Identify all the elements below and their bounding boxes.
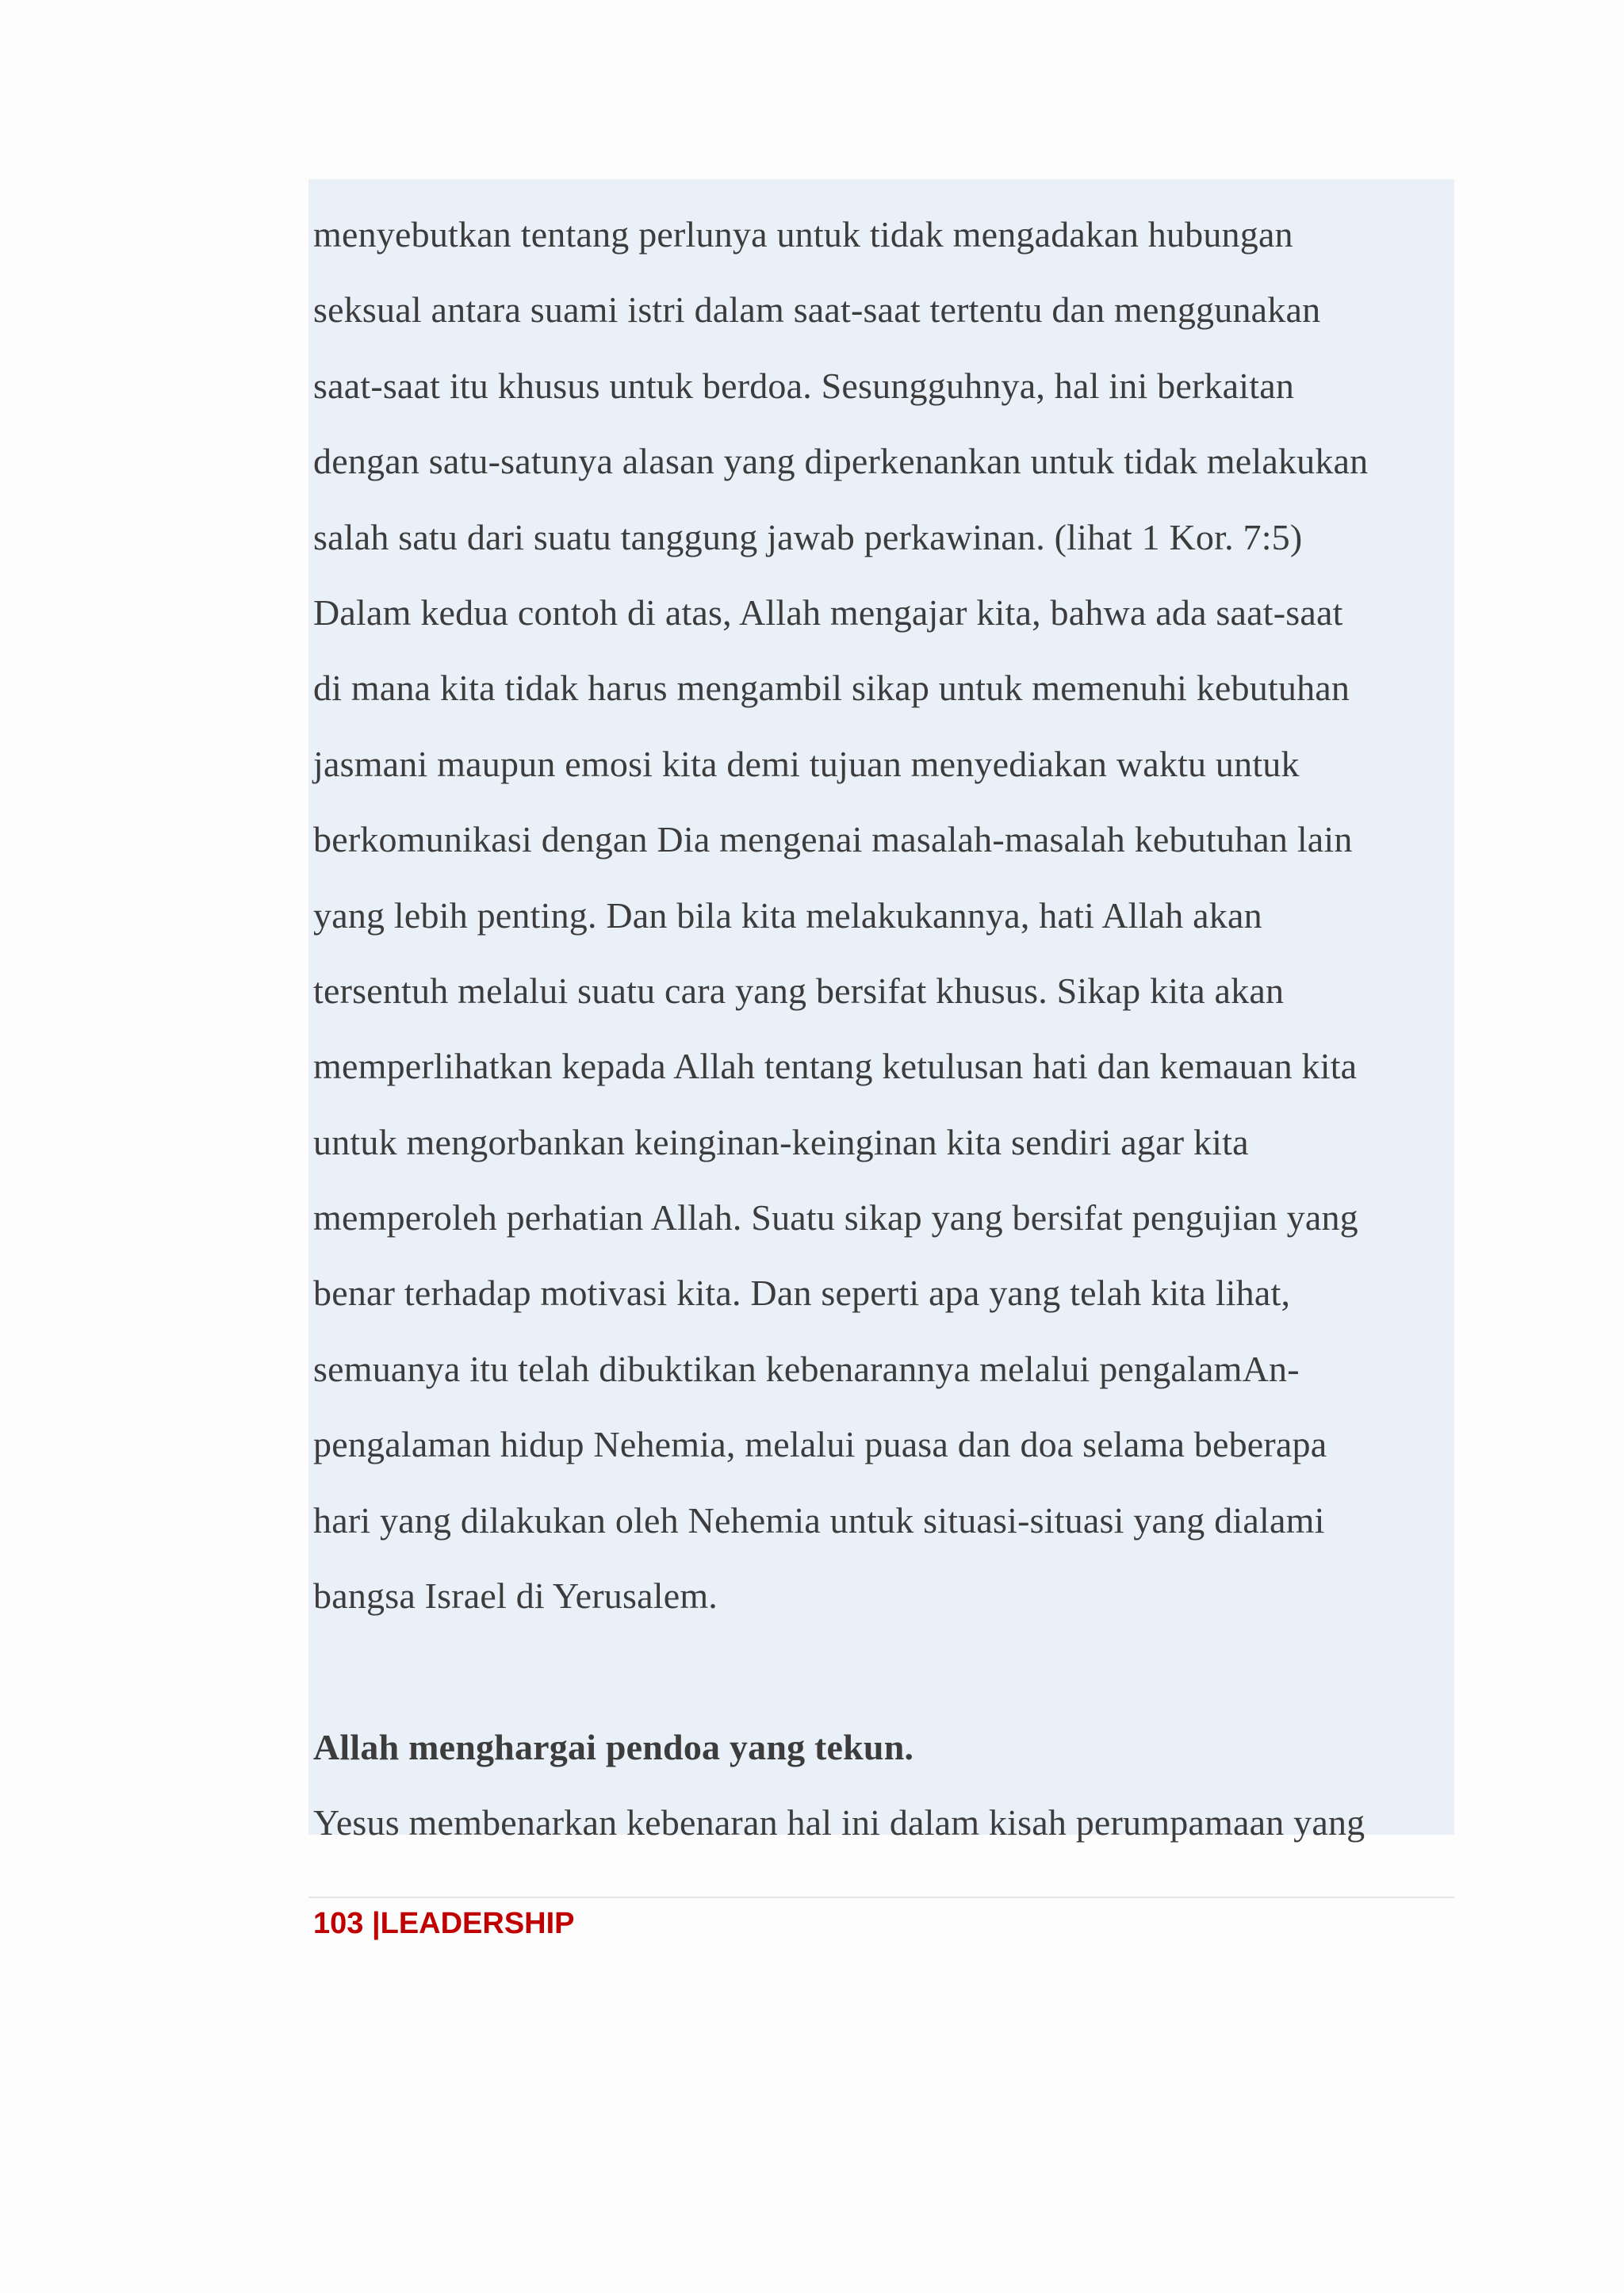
body-line: Dalam kedua contoh di atas, Allah mengajar kita, bahwa ada saat-saat [313,591,1343,633]
body-line: benar terhadap motivasi kita. Dan seperti apa yang telah kita lihat, [313,1273,1291,1314]
section-heading: Allah menghargai pendoa yang tekun. [313,1726,914,1767]
body-line: salah satu dari suatu tanggung jawab perkawinan. (lihat 1 Kor. 7:5) [313,516,1303,557]
paragraph-spacer [313,1633,1368,1709]
body-line: memperlihatkan kepada Allah tentang ketulusan hati dan kemauan kita [313,1046,1358,1087]
body-line: menyebutkan tentang perlunya untuk tidak mengadakan hubungan [313,214,1293,255]
page-footer [313,1901,575,1946]
footer-divider [308,1897,1454,1898]
body-line: seksual antara suami istri dalam saat-saat tertentu dan menggunakan [313,289,1321,331]
body-line: saat-saat itu khusus untuk berdoa. Sesungguhnya, hal ini berkaitan [313,365,1295,406]
body-line: dengan satu-satunya alasan yang diperkenankan untuk tidak melakukan [313,441,1369,482]
body-line: yang lebih penting. Dan bila kita melakukannya, hati Allah akan [313,894,1262,936]
running-title: LEADERSHIP [380,1907,575,1940]
section-first-line: Yesus membenarkan kebenaran hal ini dalam kisah perumpamaan yang [313,1802,1365,1843]
body-line: di mana kita tidak harus mengambil sikap untuk memenuhi kebutuhan [313,668,1350,709]
body-line: tersentuh melalui suatu cara yang bersifat khusus. Sikap kita akan [313,970,1285,1011]
page-number: 103 [313,1907,364,1940]
body-line: untuk mengorbankan keinginan-keinginan kita sendiri agar kita [313,1121,1249,1162]
body-line: semuanya itu telah dibuktikan kebenarannya melalui pengalamAn- [313,1348,1300,1389]
body-line: memperoleh perhatian Allah. Suatu sikap yang bersifat pengujian yang [313,1197,1358,1238]
footer-separator: | [363,1907,381,1940]
body-line: hari yang dilakukan oleh Nehemia untuk situasi-situasi yang dialami [313,1499,1325,1541]
body-line: jasmani maupun emosi kita demi tujuan menyediakan waktu untuk [313,743,1300,784]
body-line: pengalaman hidup Nehemia, melalui puasa dan doa selama beberapa [313,1424,1327,1465]
body-line: berkomunikasi dengan Dia mengenai masalah-masalah kebutuhan lain [313,819,1353,860]
body-text [313,197,1368,1861]
body-line: bangsa Israel di Yerusalem. [313,1575,718,1617]
